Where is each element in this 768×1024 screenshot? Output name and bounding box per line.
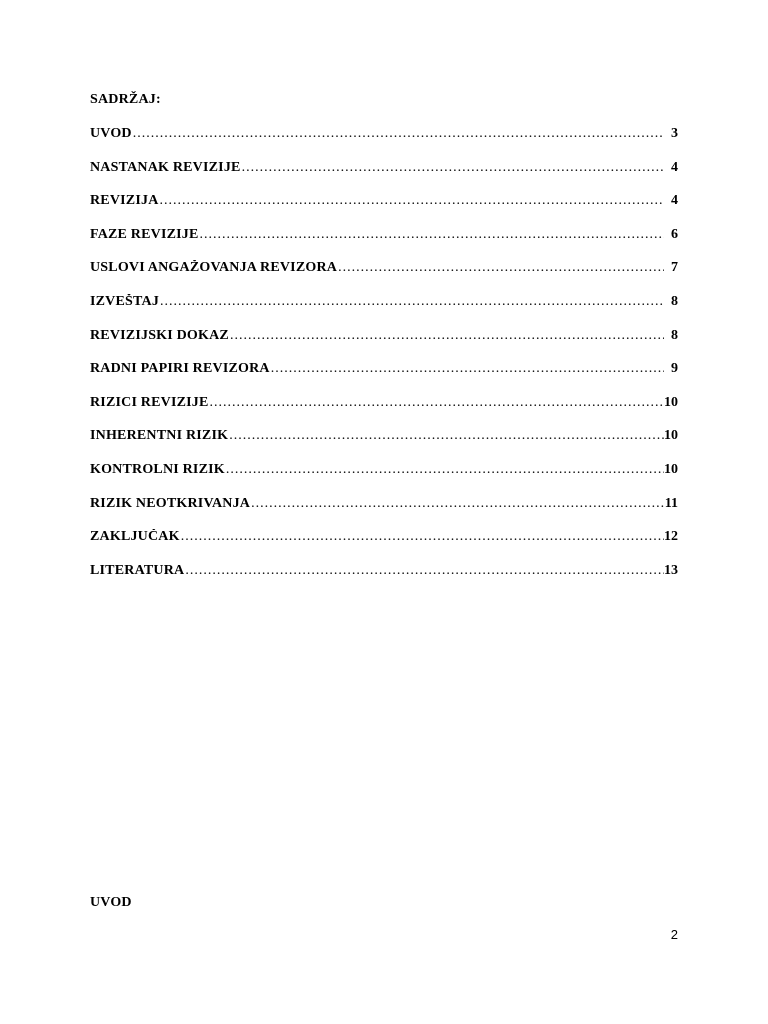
toc-entry-title: IZVEŠTAJ <box>90 293 160 309</box>
toc-entry-title: ZAKLJUČAK <box>90 529 180 545</box>
toc-entry-title: REVIZIJSKI DOKAZ <box>90 327 229 343</box>
toc-entry-page: 7 <box>671 260 678 276</box>
table-of-contents <box>90 126 678 596</box>
toc-entry-title: LITERATURA <box>90 562 185 578</box>
toc-entry-page: 13 <box>664 562 678 578</box>
page-number: 2 <box>670 927 678 942</box>
toc-entry-page: 10 <box>664 428 678 444</box>
toc-entry-page: 10 <box>664 394 678 410</box>
toc-leader-dots <box>228 428 664 444</box>
toc-entry <box>90 294 678 328</box>
toc-entry-title: RADNI PAPIRI REVIZORA <box>90 361 270 377</box>
toc-heading: SADRŽAJ: <box>90 92 161 107</box>
toc-entry-page: 9 <box>671 361 678 377</box>
toc-leader-dots <box>225 462 664 478</box>
toc-leader-dots <box>270 361 664 377</box>
toc-entry-title: RIZIK NEOTKRIVANJA <box>90 495 251 511</box>
toc-leader-dots <box>180 529 664 545</box>
toc-entry-page: 11 <box>664 495 678 511</box>
toc-leader-dots <box>199 227 664 243</box>
toc-entry <box>90 462 678 496</box>
toc-entry-page: 10 <box>664 461 678 477</box>
toc-leader-dots <box>132 126 664 142</box>
toc-entry <box>90 193 678 227</box>
toc-entry-title: FAZE REVIZIJE <box>90 226 199 242</box>
toc-entry <box>90 361 678 395</box>
toc-entry <box>90 563 678 597</box>
toc-entry <box>90 529 678 563</box>
toc-leader-dots <box>159 193 664 209</box>
toc-leader-dots <box>184 563 664 579</box>
toc-entry-page: 6 <box>671 226 678 242</box>
toc-entry-page: 8 <box>671 293 678 309</box>
toc-entry <box>90 428 678 462</box>
toc-entry <box>90 496 678 530</box>
toc-leader-dots <box>159 294 664 310</box>
section-heading: UVOD <box>90 895 132 910</box>
toc-entry <box>90 160 678 194</box>
toc-leader-dots <box>209 395 664 411</box>
toc-entry-title: RIZICI REVIZIJE <box>90 394 209 410</box>
toc-leader-dots <box>250 496 664 512</box>
toc-entry <box>90 126 678 160</box>
toc-entry-page: 12 <box>664 529 678 545</box>
toc-entry <box>90 227 678 261</box>
toc-entry <box>90 328 678 362</box>
toc-entry <box>90 395 678 429</box>
toc-entry-page: 4 <box>671 159 678 175</box>
toc-entry-title: UVOD <box>90 126 132 141</box>
toc-entry-title: KONTROLNI RIZIK <box>90 461 225 477</box>
toc-leader-dots <box>337 260 664 276</box>
toc-entry-title: INHERENTNI RIZIK <box>90 428 229 444</box>
toc-entry-page: 3 <box>671 126 678 141</box>
toc-entry-title: NASTANAK REVIZIJE <box>90 159 241 175</box>
toc-entry-page: 8 <box>671 327 678 343</box>
toc-leader-dots <box>241 160 664 176</box>
toc-entry <box>90 260 678 294</box>
toc-entry-title: REVIZIJA <box>90 193 159 209</box>
toc-entry-title: USLOVI ANGAŽOVANJA REVIZORA <box>90 260 338 276</box>
toc-leader-dots <box>229 328 664 344</box>
toc-entry-page: 4 <box>671 193 678 209</box>
